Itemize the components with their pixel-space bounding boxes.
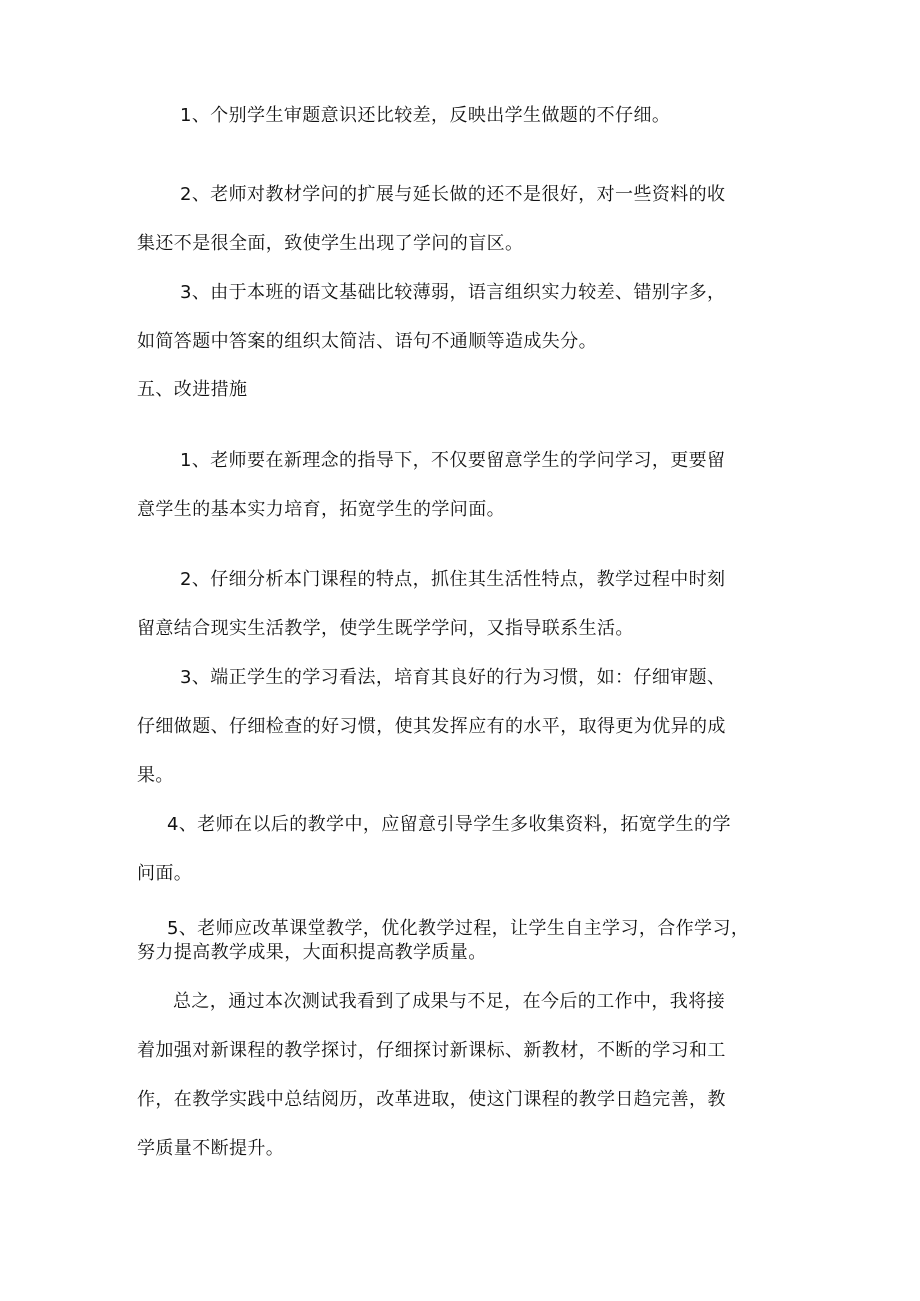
text-line: 2、仔细分析本门课程的特点，抓住其生活性特点，教学过程中时刻 <box>180 569 726 590</box>
text-line: 4、老师在以后的教学中，应留意引导学生多收集资料，拓宽学生的学 <box>167 814 731 835</box>
text-line: 仔细做题、仔细检查的好习惯，使其发挥应有的水平，取得更为优异的成 <box>137 716 726 737</box>
text-line: 留意结合现实生活教学，使学生既学学问，又指导联系生活。 <box>137 618 634 639</box>
text-line: 作，在教学实践中总结阅历，改革进取，使这门课程的教学日趋完善，教 <box>137 1089 726 1110</box>
text-line: 果。 <box>137 765 174 786</box>
text-line: 2、老师对教材学问的扩展与延长做的还不是很好，对一些资料的收 <box>180 184 726 205</box>
section-heading: 五、改进措施 <box>137 379 248 400</box>
text-line: 如简答题中答案的组织太简洁、语句不通顺等造成失分。 <box>137 331 597 352</box>
text-line: 着加强对新课程的教学探讨，仔细探讨新课标、新教材，不断的学习和工 <box>137 1040 726 1061</box>
text-line: 集还不是很全面，致使学生出现了学问的盲区。 <box>137 233 524 254</box>
text-line: 学质量不断提升。 <box>137 1138 285 1159</box>
text-line: 1、老师要在新理念的指导下，不仅要留意学生的学问学习，更要留 <box>180 450 726 471</box>
text-line: 努力提高教学成果，大面积提高教学质量。 <box>137 942 487 963</box>
text-line: 3、端正学生的学习看法，培育其良好的行为习惯，如：仔细审题、 <box>180 667 726 688</box>
text-line: 问面。 <box>137 863 193 884</box>
text-line: 意学生的基本实力培育，拓宽学生的学问面。 <box>137 499 505 520</box>
text-line: 总之，通过本次测试我看到了成果与不足，在今后的工作中，我将接 <box>173 991 725 1012</box>
text-line: 5、老师应改革课堂教学，优化教学过程，让学生自主学习，合作学习， <box>167 918 750 939</box>
text-line: 1、个别学生审题意识还比较差，反映出学生做题的不仔细。 <box>180 105 671 126</box>
text-line: 3、由于本班的语文基础比较薄弱，语言组织实力较差、错别字多， <box>180 282 726 303</box>
